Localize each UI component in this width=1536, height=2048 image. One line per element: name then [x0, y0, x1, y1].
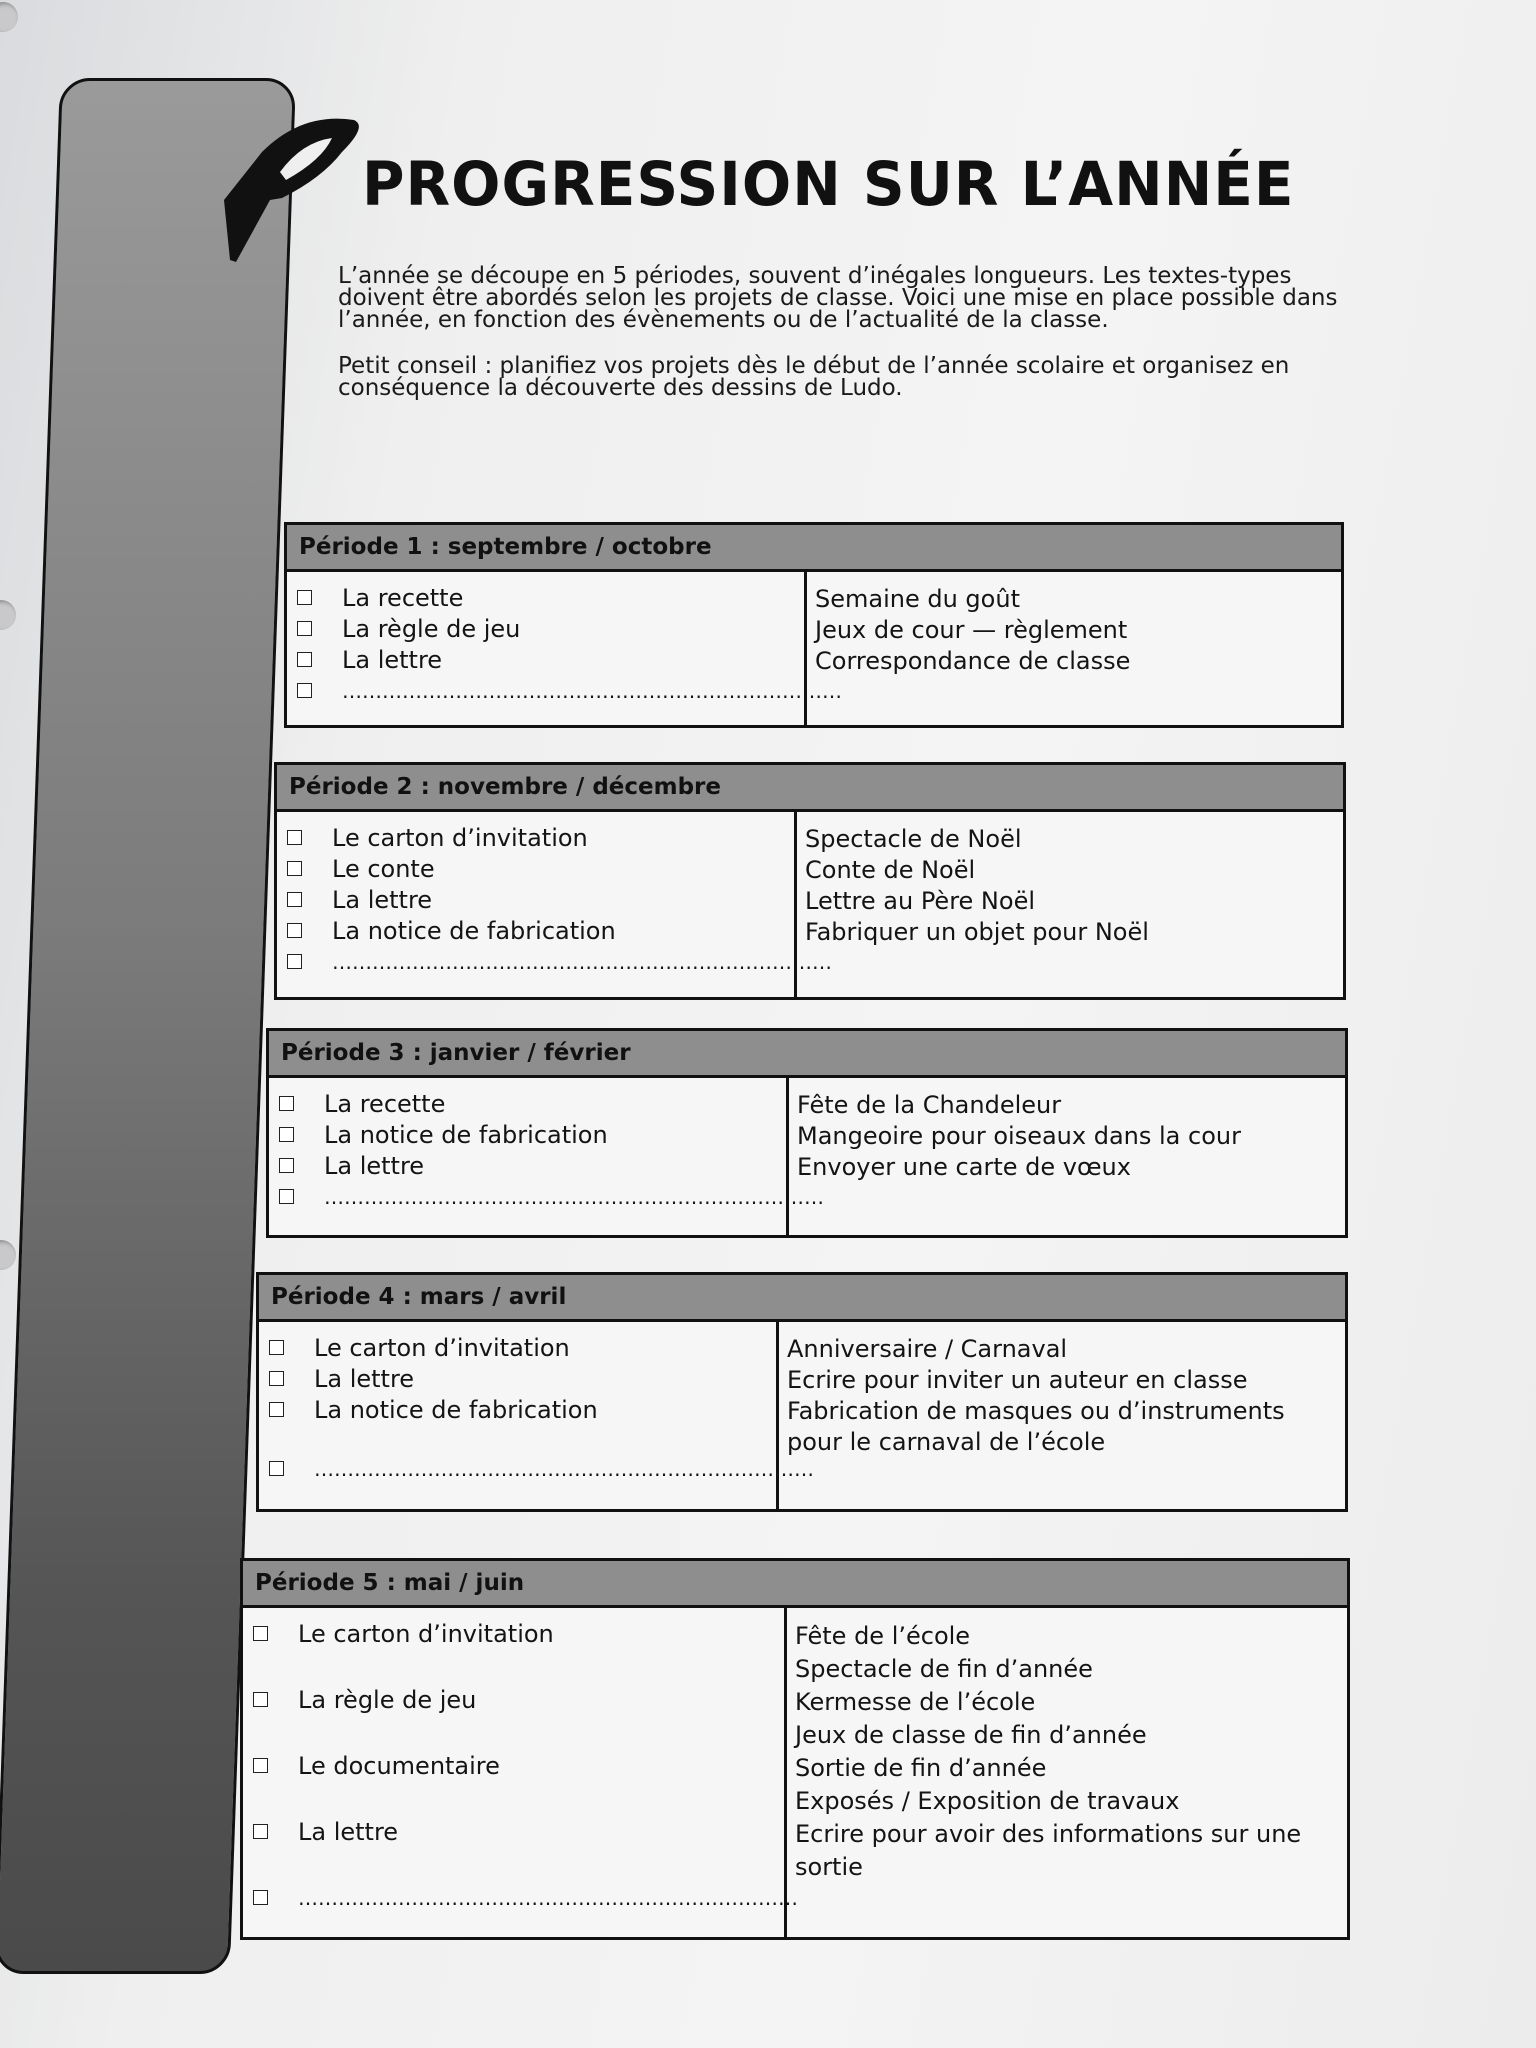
text-type-list	[277, 812, 832, 997]
checklist-item	[253, 1750, 784, 1781]
activity: Semaine du goût	[815, 585, 1020, 613]
activity: Fête de l’école	[795, 1622, 971, 1650]
text-type-list	[269, 1078, 824, 1235]
activity: Mangeoire pour oiseaux dans la cour	[797, 1122, 1241, 1150]
checkbox[interactable]	[269, 1371, 284, 1386]
checkbox[interactable]	[253, 1626, 268, 1641]
checkbox[interactable]	[287, 830, 302, 845]
text-type-list	[243, 1608, 798, 1937]
activity: Fabriquer un objet pour Noël	[805, 918, 1149, 946]
checklist-label: La recette	[324, 1089, 446, 1118]
checklist-label: La recette	[342, 583, 464, 612]
activity: Conte de Noël	[805, 856, 976, 884]
checklist-item	[297, 675, 842, 706]
checklist-item	[253, 1816, 784, 1847]
activities-list	[807, 572, 1341, 725]
checkbox[interactable]	[279, 1158, 294, 1173]
checkbox[interactable]	[253, 1692, 268, 1707]
binder-hole	[0, 600, 16, 630]
checkbox[interactable]	[297, 621, 312, 636]
activity: Spectacle de fin d’année	[795, 1655, 1093, 1683]
activity: Exposés / Exposition de travaux	[795, 1787, 1180, 1815]
checklist-item	[287, 946, 832, 977]
period-table-1	[284, 522, 1344, 728]
title-letter-p-icon	[222, 112, 362, 262]
activities-list	[779, 1322, 1345, 1509]
period-header: Période 3 : janvier / février	[269, 1031, 1345, 1078]
intro-paragraph-2: Petit conseil : planifiez vos projets dès le début de l’année scolaire et organisez en conséquence la découverte des dessins de Ludo.	[338, 353, 1290, 401]
checklist-label: La lettre	[314, 1364, 415, 1393]
activity: Kermesse de l’école	[795, 1688, 1036, 1716]
checklist-item	[269, 1363, 776, 1394]
activity: Lettre au Père Noël	[805, 887, 1036, 915]
checkbox[interactable]	[279, 1127, 294, 1142]
activity: Ecrire pour inviter un auteur en classe	[787, 1366, 1248, 1394]
checklist-label: La règle de jeu	[342, 614, 521, 643]
checklist-label: La lettre	[332, 885, 433, 914]
checklist-label: Le carton d’invitation	[298, 1619, 554, 1648]
checklist-item	[279, 1119, 786, 1150]
checklist-item	[287, 853, 794, 884]
checkbox[interactable]	[253, 1758, 268, 1773]
activity: pour le carnaval de l’école	[787, 1428, 1106, 1456]
checklist-label: La notice de fabrication	[314, 1395, 598, 1424]
checklist-item	[269, 1332, 776, 1363]
text-type-list	[287, 572, 842, 725]
period-header: Période 1 : septembre / octobre	[287, 525, 1341, 572]
checklist-item	[287, 915, 794, 946]
activity: Jeux de cour — règlement	[815, 616, 1128, 644]
checkbox[interactable]	[269, 1402, 284, 1417]
intro-text	[338, 265, 1338, 423]
activity: Correspondance de classe	[815, 647, 1131, 675]
checkbox[interactable]	[287, 892, 302, 907]
binder-hole	[0, 2, 18, 32]
activity: sortie	[795, 1853, 863, 1881]
checkbox[interactable]	[297, 683, 312, 698]
checklist-label: La règle de jeu	[298, 1685, 477, 1714]
period-table-5	[240, 1558, 1350, 1940]
checklist-label: La lettre	[298, 1817, 399, 1846]
blank-line: …………………………………………………………………	[324, 1184, 824, 1209]
checklist-item	[279, 1181, 824, 1212]
blank-line: …………………………………………………………………	[342, 678, 842, 703]
checklist-label: La lettre	[342, 645, 443, 674]
checklist-item	[269, 1453, 814, 1484]
activity: Fabrication de masques ou d’instruments	[787, 1397, 1285, 1425]
checkbox[interactable]	[279, 1096, 294, 1111]
binder-hole	[0, 1240, 16, 1270]
checklist-item	[279, 1088, 786, 1119]
checklist-label: La lettre	[324, 1151, 425, 1180]
period-table-3	[266, 1028, 1348, 1238]
checklist-label: Le conte	[332, 854, 435, 883]
page-title: PROGRESSION SUR L’ANNÉE	[362, 148, 1295, 220]
checkbox[interactable]	[269, 1340, 284, 1355]
checklist-item	[287, 822, 794, 853]
checklist-label: Le carton d’invitation	[314, 1333, 570, 1362]
blank-line: …………………………………………………………………	[332, 949, 832, 974]
blank-line: …………………………………………………………………	[314, 1456, 814, 1481]
activity: Spectacle de Noël	[805, 825, 1022, 853]
activity: Sortie de fin d’année	[795, 1754, 1047, 1782]
checkbox[interactable]	[297, 652, 312, 667]
checklist-item	[253, 1882, 798, 1913]
checklist-label: La notice de fabrication	[324, 1120, 608, 1149]
checklist-label: Le carton d’invitation	[332, 823, 588, 852]
checklist-item	[279, 1150, 786, 1181]
activities-list	[797, 812, 1343, 997]
blank-line: …………………………………………………………………	[298, 1885, 798, 1910]
activity: Anniversaire / Carnaval	[787, 1335, 1068, 1363]
activity: Jeux de classe de fin d’année	[795, 1721, 1147, 1749]
checklist-item	[297, 644, 804, 675]
text-type-list	[259, 1322, 814, 1509]
activity: Fête de la Chandeleur	[797, 1091, 1062, 1119]
period-header: Période 5 : mai / juin	[243, 1561, 1347, 1608]
period-table-4	[256, 1272, 1348, 1512]
activity: Ecrire pour avoir des informations sur une	[795, 1820, 1302, 1848]
activities-list	[789, 1078, 1345, 1235]
period-table-2	[274, 762, 1346, 1000]
checkbox[interactable]	[269, 1461, 284, 1476]
checkbox[interactable]	[253, 1890, 268, 1905]
checkbox[interactable]	[297, 590, 312, 605]
checklist-item	[297, 582, 804, 613]
checklist-label: Le documentaire	[298, 1751, 500, 1780]
checklist-item	[269, 1394, 776, 1425]
checkbox[interactable]	[253, 1824, 268, 1839]
checkbox[interactable]	[287, 923, 302, 938]
period-header: Période 2 : novembre / décembre	[277, 765, 1343, 812]
period-header: Période 4 : mars / avril	[259, 1275, 1345, 1322]
checklist-label: La notice de fabrication	[332, 916, 616, 945]
checkbox[interactable]	[287, 861, 302, 876]
checkbox[interactable]	[287, 954, 302, 969]
checklist-item	[297, 613, 804, 644]
activities-list	[787, 1608, 1347, 1937]
intro-paragraph-1: L’année se découpe en 5 périodes, souvent d’inégales longueurs. Les textes-types doivent être abordés selon les projets de classe. Voici une mise en place possible dans l’année, en fonction des évènements ou de l’actualité de la classe.	[338, 263, 1338, 333]
checklist-item	[253, 1618, 784, 1649]
checklist-item	[287, 884, 794, 915]
checkbox[interactable]	[279, 1189, 294, 1204]
checklist-item	[253, 1684, 784, 1715]
activity: Envoyer une carte de vœux	[797, 1153, 1131, 1181]
